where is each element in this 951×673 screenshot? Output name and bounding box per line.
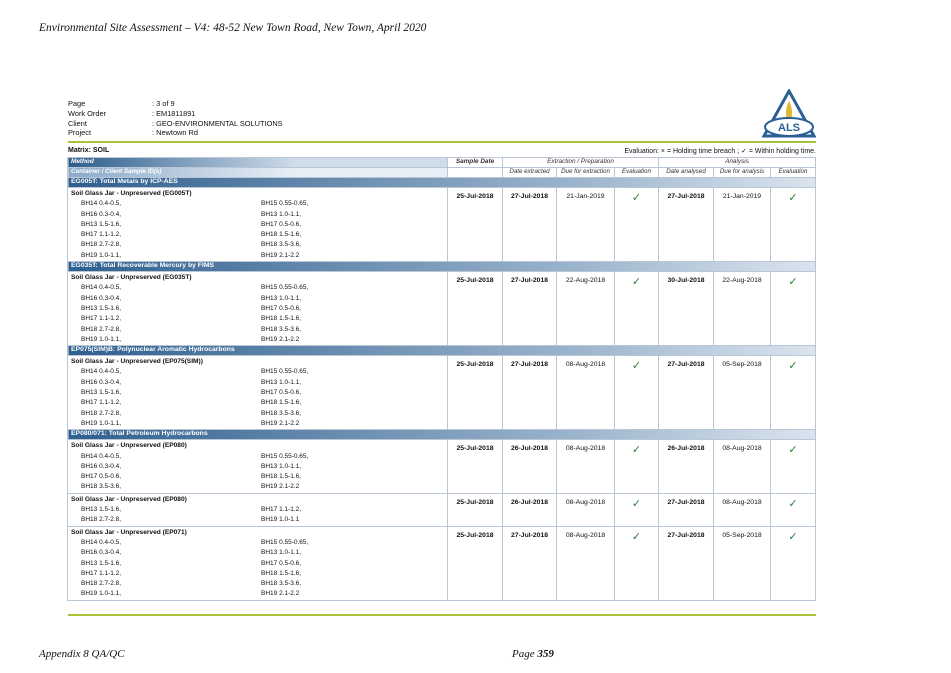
sample-id: BH15 0.55-0.65, bbox=[261, 200, 309, 208]
sample-date: 25-Jul-2018 bbox=[448, 188, 503, 262]
table-row bbox=[68, 188, 816, 262]
sample-id: BH13 1.0-1.1, bbox=[261, 462, 302, 470]
meta-row bbox=[68, 128, 283, 138]
due-for-analysis: 05-Sep-2018 bbox=[714, 526, 771, 600]
meta-value: : GEO-ENVIRONMENTAL SOLUTIONS bbox=[152, 118, 283, 128]
sample-id: BH14 0.4-0.5, bbox=[81, 538, 122, 546]
meta-value: : Newtown Rd bbox=[152, 128, 199, 138]
matrix-label: Matrix: SOIL bbox=[68, 147, 110, 154]
section-title: EG005T: Total Metals by ICP-AES bbox=[68, 178, 816, 188]
sample-id: BH18 2.7-2.8, bbox=[81, 325, 122, 333]
sample-id: BH13 1.5-1.6, bbox=[81, 559, 122, 567]
sample-id-list bbox=[71, 505, 444, 526]
analysis-evaluation-icon: ✓ bbox=[771, 440, 816, 493]
col-evaluation-2: Evaluation bbox=[771, 168, 816, 178]
sample-id: BH17 1.1-1.2, bbox=[81, 399, 122, 407]
due-for-analysis: 22-Aug-2018 bbox=[714, 272, 771, 346]
section-title: EG035T: Total Recoverable Mercury by FIMS bbox=[68, 262, 816, 272]
meta-key: Work Order bbox=[68, 108, 107, 118]
sample-id: BH13 1.0-1.1, bbox=[261, 378, 302, 386]
meta-value: : 3 of 9 bbox=[152, 99, 175, 108]
sample-id: BH13 1.5-1.6, bbox=[81, 506, 122, 514]
sample-id: BH17 0.5-0.6, bbox=[261, 220, 302, 228]
sample-id: BH13 1.0-1.1, bbox=[261, 210, 302, 218]
table-row bbox=[68, 526, 816, 600]
meta-row bbox=[68, 99, 283, 109]
sample-date: 25-Jul-2018 bbox=[448, 356, 503, 430]
container-name: Soil Glass Jar - Unpreserved (EP080) bbox=[71, 495, 187, 503]
col-extraction-group: Extraction / Preparation bbox=[503, 158, 659, 168]
sample-id: BH13 1.5-1.6, bbox=[81, 220, 122, 228]
section-header-row bbox=[68, 262, 816, 272]
sample-id: BH13 1.5-1.6, bbox=[81, 304, 122, 312]
analysis-evaluation-icon: ✓ bbox=[771, 356, 816, 430]
sample-id: BH14 0.4-0.5, bbox=[81, 284, 122, 292]
sample-id: BH15 0.55-0.65, bbox=[261, 284, 309, 292]
logo-text: ALS bbox=[778, 122, 800, 134]
sample-id: BH19 1.0-1.1, bbox=[81, 335, 122, 343]
sample-id: BH17 0.5-0.6, bbox=[261, 559, 302, 567]
due-for-analysis: 08-Aug-2018 bbox=[714, 440, 771, 493]
sample-date: 25-Jul-2018 bbox=[448, 272, 503, 346]
matrix-bar bbox=[68, 147, 816, 155]
sample-id: BH19 2.1-2.2 bbox=[261, 419, 300, 427]
sample-id-list bbox=[71, 538, 444, 600]
bottom-divider bbox=[68, 614, 816, 616]
sample-id: BH18 3.5-3.6, bbox=[261, 409, 302, 417]
col-sample-date-blank bbox=[448, 168, 503, 178]
date-analysed: 27-Jul-2018 bbox=[659, 188, 714, 262]
container-cell bbox=[68, 493, 448, 526]
extraction-evaluation-icon: ✓ bbox=[615, 526, 659, 600]
due-for-extraction: 08-Aug-2018 bbox=[557, 493, 615, 526]
sample-id: BH18 1.5-1.6, bbox=[261, 569, 302, 577]
sample-id: BH18 2.7-2.8, bbox=[81, 409, 122, 417]
sample-id: BH16 0.3-0.4, bbox=[81, 210, 122, 218]
container-cell bbox=[68, 440, 448, 493]
container-cell bbox=[68, 356, 448, 430]
sample-id: BH19 1.0-1.1, bbox=[81, 251, 122, 259]
date-extracted: 26-Jul-2018 bbox=[503, 493, 557, 526]
analysis-evaluation-icon: ✓ bbox=[771, 188, 816, 262]
due-for-extraction: 08-Aug-2018 bbox=[557, 356, 615, 430]
footer-page-label: Page bbox=[512, 648, 535, 660]
sample-date: 25-Jul-2018 bbox=[448, 493, 503, 526]
sample-id: BH18 1.5-1.6, bbox=[261, 399, 302, 407]
col-date-extracted: Date extracted bbox=[503, 168, 557, 178]
sample-id: BH18 1.5-1.6, bbox=[261, 315, 302, 323]
analysis-evaluation-icon: ✓ bbox=[771, 493, 816, 526]
top-divider bbox=[68, 141, 816, 143]
col-method: Method bbox=[68, 158, 448, 168]
container-cell bbox=[68, 526, 448, 600]
due-for-analysis: 08-Aug-2018 bbox=[714, 493, 771, 526]
date-extracted: 27-Jul-2018 bbox=[503, 272, 557, 346]
sample-id: BH17 0.5-0.6, bbox=[261, 389, 302, 397]
section-header-row bbox=[68, 346, 816, 356]
section-header-row bbox=[68, 430, 816, 440]
sample-id: BH18 2.7-2.8, bbox=[81, 241, 122, 249]
meta-value: : EM1811891 bbox=[152, 108, 196, 118]
sample-id: BH19 1.0-1.1 bbox=[261, 516, 300, 524]
container-name: Soil Glass Jar - Unpreserved (EP075(SIM)) bbox=[71, 358, 203, 366]
date-analysed: 26-Jul-2018 bbox=[659, 440, 714, 493]
date-analysed: 27-Jul-2018 bbox=[659, 526, 714, 600]
sample-id: BH19 1.0-1.1, bbox=[81, 419, 122, 427]
col-due-analysis: Due for analysis bbox=[714, 168, 771, 178]
container-name: Soil Glass Jar - Unpreserved (EP071) bbox=[71, 528, 187, 536]
date-extracted: 27-Jul-2018 bbox=[503, 188, 557, 262]
due-for-extraction: 22-Aug-2018 bbox=[557, 272, 615, 346]
sample-id: BH19 1.0-1.1, bbox=[81, 590, 122, 598]
footer-page-number: 359 bbox=[537, 648, 554, 660]
analysis-evaluation-icon: ✓ bbox=[771, 526, 816, 600]
sample-id: BH18 1.5-1.6, bbox=[261, 231, 302, 239]
section-title: EP080/071: Total Petroleum Hydrocarbons bbox=[68, 430, 816, 440]
meta-key: Client bbox=[68, 118, 87, 128]
col-due-extraction: Due for extraction bbox=[557, 168, 615, 178]
meta-key: Project bbox=[68, 128, 92, 138]
sample-id: BH17 1.1-1.2, bbox=[81, 569, 122, 577]
sample-id: BH17 0.5-0.6, bbox=[81, 473, 122, 481]
date-analysed: 30-Jul-2018 bbox=[659, 272, 714, 346]
extraction-evaluation-icon: ✓ bbox=[615, 188, 659, 262]
meta-row bbox=[68, 119, 283, 129]
due-for-extraction: 21-Jan-2019 bbox=[557, 188, 615, 262]
sample-id: BH16 0.3-0.4, bbox=[81, 549, 122, 557]
extraction-evaluation-icon: ✓ bbox=[615, 493, 659, 526]
holding-time-table bbox=[67, 157, 816, 601]
sample-id: BH19 2.1-2.2 bbox=[261, 251, 300, 259]
due-for-extraction: 08-Aug-2018 bbox=[557, 526, 615, 600]
sample-id: BH17 1.1-1.2, bbox=[261, 506, 302, 514]
date-extracted: 27-Jul-2018 bbox=[503, 526, 557, 600]
container-name: Soil Glass Jar - Unpreserved (EG035T) bbox=[71, 274, 192, 282]
sample-id: BH18 3.5-3.6, bbox=[261, 241, 302, 249]
sample-id: BH17 0.5-0.6, bbox=[261, 304, 302, 312]
due-for-extraction: 08-Aug-2018 bbox=[557, 440, 615, 493]
sample-id: BH13 1.0-1.1, bbox=[261, 294, 302, 302]
sample-id: BH18 2.7-2.8, bbox=[81, 580, 122, 588]
meta-key: Page bbox=[68, 99, 86, 108]
date-extracted: 27-Jul-2018 bbox=[503, 356, 557, 430]
extraction-evaluation-icon: ✓ bbox=[615, 440, 659, 493]
meta-row bbox=[68, 109, 283, 119]
sample-id: BH14 0.4-0.5, bbox=[81, 200, 122, 208]
sample-id: BH18 1.5-1.6, bbox=[261, 473, 302, 481]
date-extracted: 26-Jul-2018 bbox=[503, 440, 557, 493]
table-row bbox=[68, 440, 816, 493]
als-logo bbox=[762, 89, 816, 139]
report-meta bbox=[68, 99, 283, 138]
table-row bbox=[68, 356, 816, 430]
date-analysed: 27-Jul-2018 bbox=[659, 493, 714, 526]
sample-id: BH18 3.5-3.6, bbox=[261, 325, 302, 333]
footer-appendix: Appendix 8 QA/QC bbox=[39, 648, 125, 660]
table-row bbox=[68, 493, 816, 526]
sample-id: BH16 0.3-0.4, bbox=[81, 294, 122, 302]
col-sample-date: Sample Date bbox=[448, 158, 503, 168]
container-cell bbox=[68, 188, 448, 262]
table-row bbox=[68, 272, 816, 346]
sample-id: BH18 3.5-3.6, bbox=[81, 483, 122, 491]
evaluation-legend: Evaluation: × = Holding time breach ; ✓ = Within holding time. bbox=[624, 148, 816, 155]
section-header-row bbox=[68, 178, 816, 188]
sample-id: BH15 0.55-0.65, bbox=[261, 538, 309, 546]
sample-id: BH13 1.5-1.6, bbox=[81, 389, 122, 397]
analysis-evaluation-icon: ✓ bbox=[771, 272, 816, 346]
sample-id-list bbox=[71, 367, 444, 429]
sample-id: BH17 1.1-1.2, bbox=[81, 231, 122, 239]
sample-id: BH19 2.1-2.2 bbox=[261, 483, 300, 491]
sample-id: BH19 2.1-2.2 bbox=[261, 590, 300, 598]
sample-id: BH13 1.0-1.1, bbox=[261, 549, 302, 557]
due-for-analysis: 05-Sep-2018 bbox=[714, 356, 771, 430]
document-header-title: Environmental Site Assessment – V4: 48-52 New Town Road, New Town, April 2020 bbox=[39, 22, 427, 34]
sample-id: BH14 0.4-0.5, bbox=[81, 452, 122, 460]
sample-id: BH18 3.5-3.6, bbox=[261, 580, 302, 588]
sample-id: BH15 0.55-0.65, bbox=[261, 452, 309, 460]
extraction-evaluation-icon: ✓ bbox=[615, 272, 659, 346]
sample-id: BH16 0.3-0.4, bbox=[81, 462, 122, 470]
extraction-evaluation-icon: ✓ bbox=[615, 356, 659, 430]
section-title: EP075(SIM)B: Polynuclear Aromatic Hydrocarbons bbox=[68, 346, 816, 356]
col-date-analysed: Date analysed bbox=[659, 168, 714, 178]
sample-id: BH14 0.4-0.5, bbox=[81, 368, 122, 376]
sample-id: BH16 0.3-0.4, bbox=[81, 378, 122, 386]
sample-date: 25-Jul-2018 bbox=[448, 526, 503, 600]
sample-id: BH15 0.55-0.65, bbox=[261, 368, 309, 376]
sample-id-list bbox=[71, 199, 444, 261]
sample-id: BH18 2.7-2.8, bbox=[81, 516, 122, 524]
container-name: Soil Glass Jar - Unpreserved (EP080) bbox=[71, 442, 187, 450]
col-evaluation-1: Evaluation bbox=[615, 168, 659, 178]
due-for-analysis: 21-Jan-2019 bbox=[714, 188, 771, 262]
col-container: Container / Client Sample ID(s) bbox=[68, 168, 448, 178]
sample-id: BH17 1.1-1.2, bbox=[81, 315, 122, 323]
sample-id: BH19 2.1-2.2 bbox=[261, 335, 300, 343]
footer-page bbox=[512, 648, 554, 660]
date-analysed: 27-Jul-2018 bbox=[659, 356, 714, 430]
sample-id-list bbox=[71, 452, 444, 493]
col-analysis-group: Analysis bbox=[659, 158, 816, 168]
sample-date: 25-Jul-2018 bbox=[448, 440, 503, 493]
container-cell bbox=[68, 272, 448, 346]
sample-id-list bbox=[71, 283, 444, 345]
container-name: Soil Glass Jar - Unpreserved (EG005T) bbox=[71, 190, 192, 197]
